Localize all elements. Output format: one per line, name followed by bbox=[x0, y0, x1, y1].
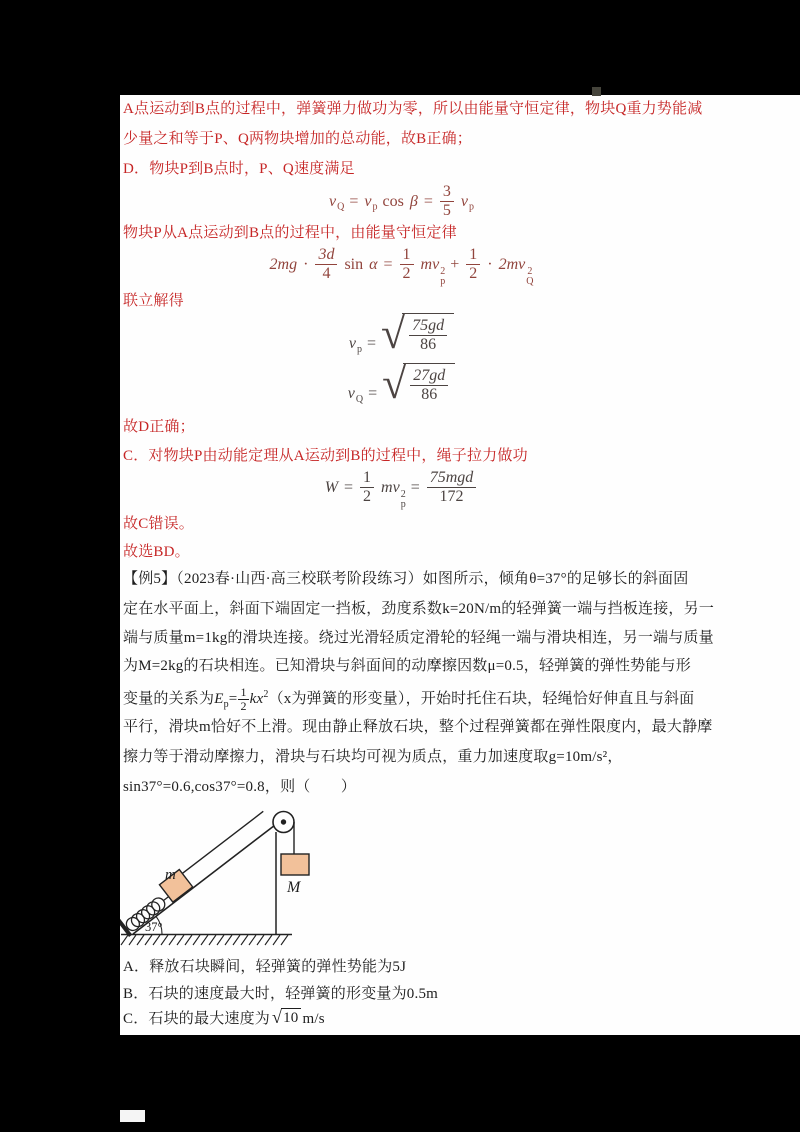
problem-line-4: 为M=2kg的石块相连。已知滑块与斜面间的动摩擦因数μ=0.5，轻弹簧的弹性势能与形 bbox=[123, 658, 691, 674]
math-token: + bbox=[450, 255, 460, 273]
angle-label: 37° bbox=[145, 920, 163, 934]
ground-hatching bbox=[121, 935, 288, 945]
math-token: = bbox=[349, 192, 359, 210]
fraction: $\frac{1}{2}$ bbox=[240, 684, 247, 714]
problem-line-8: sin37°=0.6,cos37°=0.8，则（ ） bbox=[123, 779, 357, 795]
text-segment: m/s bbox=[302, 1011, 325, 1027]
formula-energy-conservation bbox=[123, 246, 679, 288]
math-token: mv bbox=[381, 478, 400, 496]
math-token: v bbox=[348, 335, 356, 353]
block-M-label: M bbox=[287, 879, 301, 896]
physics-diagram bbox=[120, 804, 325, 954]
math-token: kx bbox=[249, 691, 264, 707]
fraction: $\frac{1}{2}$ bbox=[360, 469, 374, 507]
solution-line-8: 故C错误。 bbox=[123, 516, 195, 532]
math-token: = bbox=[368, 385, 378, 403]
solution-line-4: 物块P从A点运动到B点的过程中，由能量守恒定律 bbox=[123, 225, 457, 241]
fraction: $\frac{3}{5}$ bbox=[440, 183, 454, 221]
block-M bbox=[281, 854, 309, 875]
problem-line-1: 【例5】（2023春·山西·高三校联考阶段练习）如图所示，倾角θ=37°的足够长的斜面固 bbox=[123, 571, 689, 587]
math-token: = bbox=[344, 478, 354, 496]
problem-line-5 bbox=[123, 684, 694, 716]
math-token: v bbox=[329, 192, 337, 210]
math-token: = bbox=[410, 478, 420, 496]
solution-line-5: 联立解得 bbox=[123, 293, 184, 309]
sup-sub-stack: 2 p bbox=[400, 488, 406, 511]
math-token: E bbox=[214, 691, 224, 707]
pulley-axle-dot bbox=[281, 819, 286, 824]
text-segment: （x为弹簧的形变量），开始时托住石块，轻绳恰好伸直且与斜面 bbox=[268, 691, 695, 707]
solution-line-1: A点运动到B点的过程中，弹簧弹力做功为零，所以由能量守恒定律，物块Q重力势能减 bbox=[123, 101, 703, 117]
math-token: sin bbox=[344, 255, 364, 273]
formula-vp-result bbox=[123, 309, 679, 359]
solution-line-7: C．对物块P由动能定理从A运动到B的过程中，绳子拉力做功 bbox=[123, 448, 528, 464]
math-token: α bbox=[369, 255, 378, 273]
option-a: A．释放石块瞬间，轻弹簧的弹性势能为5J bbox=[123, 959, 407, 975]
math-token: 2mv bbox=[498, 255, 526, 273]
block-m-label: m bbox=[165, 867, 176, 883]
page-content bbox=[120, 95, 800, 1035]
solution-line-2: 少量之和等于P、Q两物块增加的总动能，故B正确； bbox=[123, 131, 472, 147]
math-token: cos bbox=[382, 192, 404, 210]
sup-sub-stack: 2 Q bbox=[526, 265, 534, 288]
formula-velocity-relation bbox=[123, 183, 679, 221]
solution-line-9: 故选BD。 bbox=[123, 544, 190, 560]
math-token: v bbox=[460, 192, 468, 210]
math-token: β bbox=[409, 192, 418, 210]
formula-vq-result bbox=[123, 359, 679, 409]
math-sub: p bbox=[372, 201, 378, 213]
math-sub: p bbox=[468, 201, 474, 213]
fraction: $\frac{3d}{4}$ bbox=[315, 246, 337, 284]
math-sub: Q bbox=[355, 394, 364, 406]
math-sub: Q bbox=[337, 201, 345, 213]
radical-sign: √ bbox=[382, 359, 407, 409]
math-token: W bbox=[324, 478, 339, 496]
math-sub: p bbox=[356, 344, 362, 356]
document-page bbox=[120, 95, 800, 1035]
math-sup: 2 bbox=[263, 689, 269, 700]
fraction: $\frac{\text{75mgd}}{172}$ bbox=[427, 469, 477, 507]
radical-sign: √ bbox=[380, 309, 406, 359]
math-token: · bbox=[487, 255, 493, 273]
solution-line-6: 故D正确； bbox=[123, 419, 195, 435]
fraction: $\frac{1}{2}$ bbox=[466, 246, 480, 284]
math-token: = bbox=[383, 255, 393, 273]
square-root: √ 10 bbox=[272, 1007, 299, 1027]
problem-line-6: 平行，滑块m恰好不上滑。现由静止释放石块，整个过程弹簧都在弹性限度内，最大静摩 bbox=[123, 719, 713, 735]
square-root: √ $\frac{75gd}{86}$ bbox=[381, 313, 454, 355]
math-token: v bbox=[364, 192, 372, 210]
problem-line-2: 定在水平面上，斜面下端固定一挡板，劲度系数k=20N/m的轻弹簧一端与挡板连接，另一 bbox=[123, 601, 715, 617]
math-token: mv bbox=[420, 255, 440, 273]
problem-line-3: 端与质量m=1kg的滑块连接。绕过光滑轻质定滑轮的轻绳一端与滑块相连，另一端与质量 bbox=[123, 630, 714, 646]
square-root: √ $\frac{27gd}{86}$ bbox=[382, 363, 455, 405]
math-token: v bbox=[347, 385, 355, 403]
math-token: 2mg bbox=[269, 255, 298, 273]
formula-work-result bbox=[123, 469, 679, 511]
math-token: = bbox=[228, 691, 238, 707]
math-token: = bbox=[423, 192, 433, 210]
option-b: B．石块的速度最大时，轻弹簧的形变量为0.5m bbox=[123, 986, 439, 1002]
math-token: · bbox=[303, 255, 309, 273]
radical-sign: √ bbox=[272, 1007, 283, 1027]
solution-line-3: D．物块P到B点时，P、Q速度满足 bbox=[123, 161, 355, 177]
problem-line-7: 擦力等于滑动摩擦力，滑块与石块均可视为质点，重力加速度取g=10m/s²， bbox=[123, 749, 623, 765]
text-segment: 变量的关系为 bbox=[123, 691, 215, 707]
math-sub: p bbox=[223, 699, 229, 710]
page-corner-mark bbox=[120, 1110, 145, 1122]
incline-surface-line bbox=[133, 823, 277, 934]
sup-sub-stack: 2 p bbox=[440, 265, 446, 288]
baffle-board bbox=[120, 918, 131, 935]
math-token: = bbox=[366, 335, 376, 353]
text-segment: C．石块的最大速度为 bbox=[123, 1011, 271, 1027]
option-c bbox=[123, 1008, 325, 1030]
fraction: $\frac{1}{2}$ bbox=[400, 246, 414, 284]
scan-artifact-square bbox=[592, 87, 601, 96]
